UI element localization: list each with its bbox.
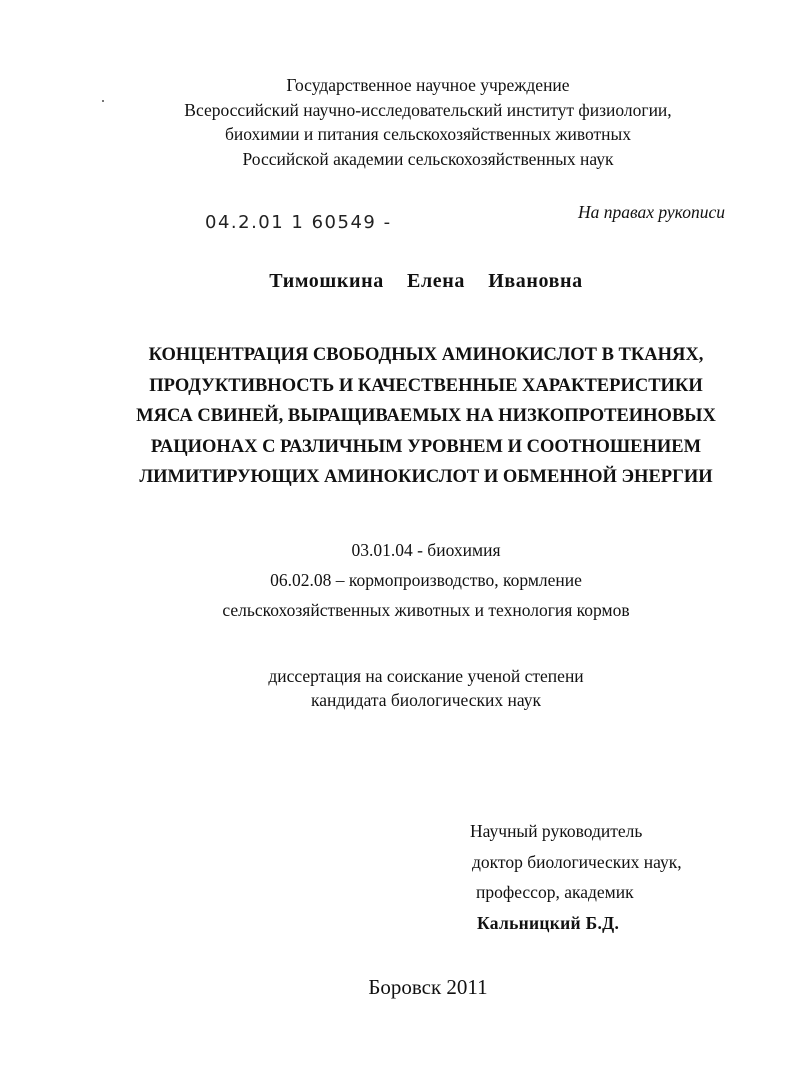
supervisor-name: Кальницкий Б.Д.: [477, 912, 620, 933]
degree-statement: [28, 664, 796, 712]
thesis-title: [28, 340, 796, 493]
scientific-supervisor: [470, 816, 682, 938]
degree-line: кандидата биологических наук: [311, 690, 541, 710]
specialty-line: сельскохозяйственных животных и технология кормов: [222, 600, 630, 620]
institution-header: [30, 73, 796, 171]
thesis-title-line: РАЦИОНАХ С РАЗЛИЧНЫМ УРОВНЕМ И СООТНОШЕНИЕМ: [150, 436, 702, 457]
supervisor-degree: доктор биологических наук,: [472, 851, 682, 872]
institution-line: Государственное научное учреждение: [286, 75, 570, 95]
institution-line: Всероссийский научно-исследовательский институт физиологии,: [184, 99, 672, 120]
specialty-line: 06.02.08 – кормопроизводство, кормление: [270, 570, 582, 590]
specialty-codes: [28, 535, 796, 625]
specialty-line: 03.01.04 - биохимия: [351, 540, 501, 560]
institution-line: Российской академии сельскохозяйственных наук: [242, 148, 614, 169]
thesis-title-line: МЯСА СВИНЕЙ, ВЫРАЩИВАЕМЫХ НА НИЗКОПРОТЕИНОВЫХ: [136, 406, 716, 426]
archive-stamp-code: 04.2.01 1 60549 -: [205, 212, 392, 233]
place-and-year: Боровск 2011: [368, 975, 488, 999]
thesis-title-line: КОНЦЕНТРАЦИЯ СВОБОДНЫХ АМИНОКИСЛОТ В ТКАНЯХ,: [148, 345, 704, 365]
supervisor-rank: профессор, академик: [476, 882, 634, 902]
degree-line: диссертация на соискание ученой степени: [268, 666, 584, 686]
institution-line: биохимии и питания сельскохозяйственных животных: [224, 124, 632, 144]
manuscript-rights-note: На правах рукописи: [578, 202, 725, 222]
author-name: Тимошкина Елена Ивановна: [269, 270, 583, 292]
supervisor-title: Научный руководитель: [470, 821, 643, 841]
thesis-title-line: ПРОДУКТИВНОСТЬ И КАЧЕСТВЕННЫЕ ХАРАКТЕРИСТИКИ: [149, 375, 703, 396]
thesis-title-line: ЛИМИТИРУЮЩИХ АМИНОКИСЛОТ И ОБМЕННОЙ ЭНЕРГИИ: [139, 467, 713, 487]
